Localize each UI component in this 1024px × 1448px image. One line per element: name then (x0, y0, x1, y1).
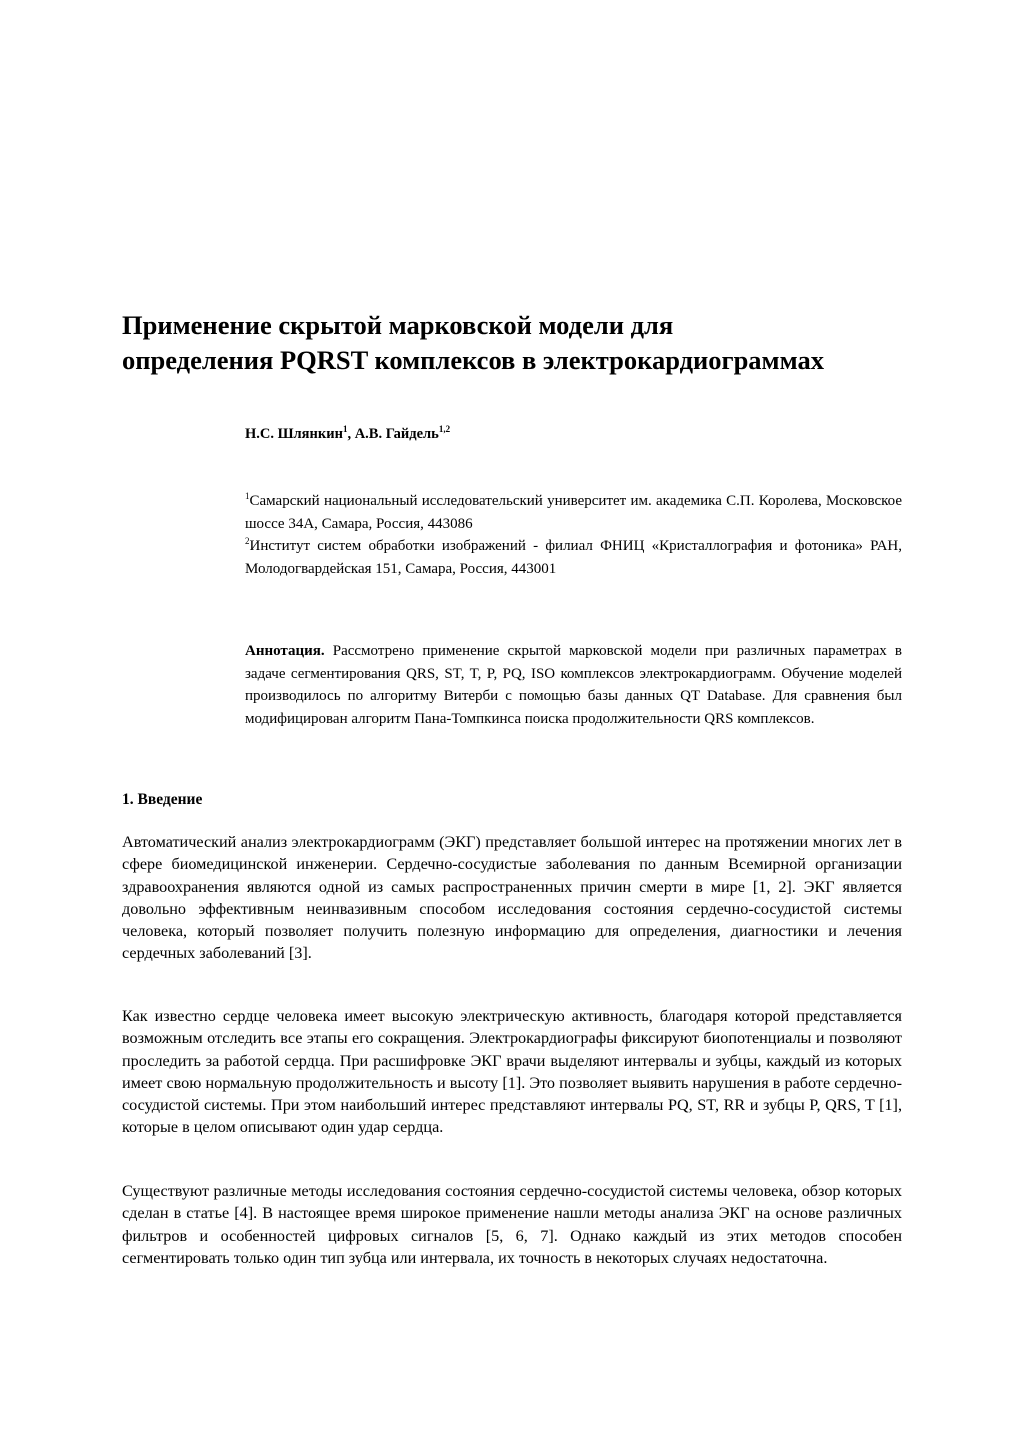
affiliation-text: Институт систем обработки изображений - филиал ФНИЦ «Кристаллография и фотоника» РАН, Молодогвардейская 151, Самара, Россия, 443001 (245, 538, 902, 577)
abstract-label: Аннотация. (245, 643, 325, 659)
section-heading: 1. Введение (122, 791, 203, 808)
body-paragraph: Существуют различные методы исследования состояния сердечно-сосудистой системы человека, обзор которых сделан в статье [4]. В настоящее время широкое применение нашли методы анализа ЭКГ на основе различных фильтров и особенностей цифровых сигналов [5, 6, 7]. Однако каждый из этих методов способен сегментировать только один тип зубца или интервала, их точность в некоторых случаях недостаточна. (122, 1182, 902, 1267)
author-name: Н.С. Шлянкин (245, 426, 343, 442)
author-affiliation-mark: 1,2 (438, 424, 451, 434)
paper-title (122, 308, 922, 378)
paper-title-line-1: Применение скрытой марковской модели для (122, 310, 674, 340)
author-affiliation-mark: 1 (342, 424, 348, 434)
affiliation-mark: 2 (245, 536, 250, 546)
abstract (245, 640, 902, 730)
affiliation-mark: 1 (245, 491, 250, 501)
author-separator: , (347, 426, 355, 442)
affiliation (245, 535, 902, 580)
affiliation-text: Самарский национальный исследовательский университет им. академика С.П. Королева, Московское шоссе 34А, Самара, Россия, 443086 (245, 493, 902, 532)
body-paragraph: Автоматический анализ электрокардиограмм (ЭКГ) представляет большой интерес на протяжении многих лет в сфере биомедицинской инженерии. Сердечно-сосудистые заболевания по данным Всемирной организации здравоохранения являются одной из самых распространенных причин смерти в мире [1, 2]. ЭКГ является довольно эффективным неинвазивным способом исследования состояния сердечно-сосудистой системы человека, который позволяет получить полезную информацию для определения, диагностики и лечения сердечных заболеваний [3]. (122, 833, 902, 963)
body-paragraph: Как известно сердце человека имеет высокую электрическую активность, благодаря которой представляется возможным отследить все этапы его сокращения. Электрокардиографы фиксируют биопотенциалы и позволяют проследить за работой сердца. При расшифровке ЭКГ врачи выделяют интервалы и зубцы, каждый из которых имеет свою нормальную продолжительность и высоту [1]. Это позволяет выявить нарушения в работе сердечно-сосудистой системы. При этом наибольший интерес представляют интервалы PQ, ST, RR и зубцы P, QRS, T [1], которые в целом описывают один удар сердца. (122, 1007, 902, 1137)
affiliation-list (245, 490, 902, 580)
author-list (245, 424, 450, 444)
abstract-text: Рассмотрено применение скрытой марковской модели при различных параметрах в задаче сегментирования QRS, ST, T, P, PQ, ISO комплексов электрокардиограмм. Обучение моделей производилось по алгоритму Витерби с помощью базы данных QT Database. Для сравнения был модифицирован алгоритм Пана-Томпкинса поиска продолжительности QRS комплексов. (245, 643, 902, 727)
paper-title-line-2: определения PQRST комплексов в электрокардиограммах (122, 345, 824, 375)
author-name: А.В. Гайдель (354, 426, 439, 442)
affiliation (245, 490, 902, 535)
